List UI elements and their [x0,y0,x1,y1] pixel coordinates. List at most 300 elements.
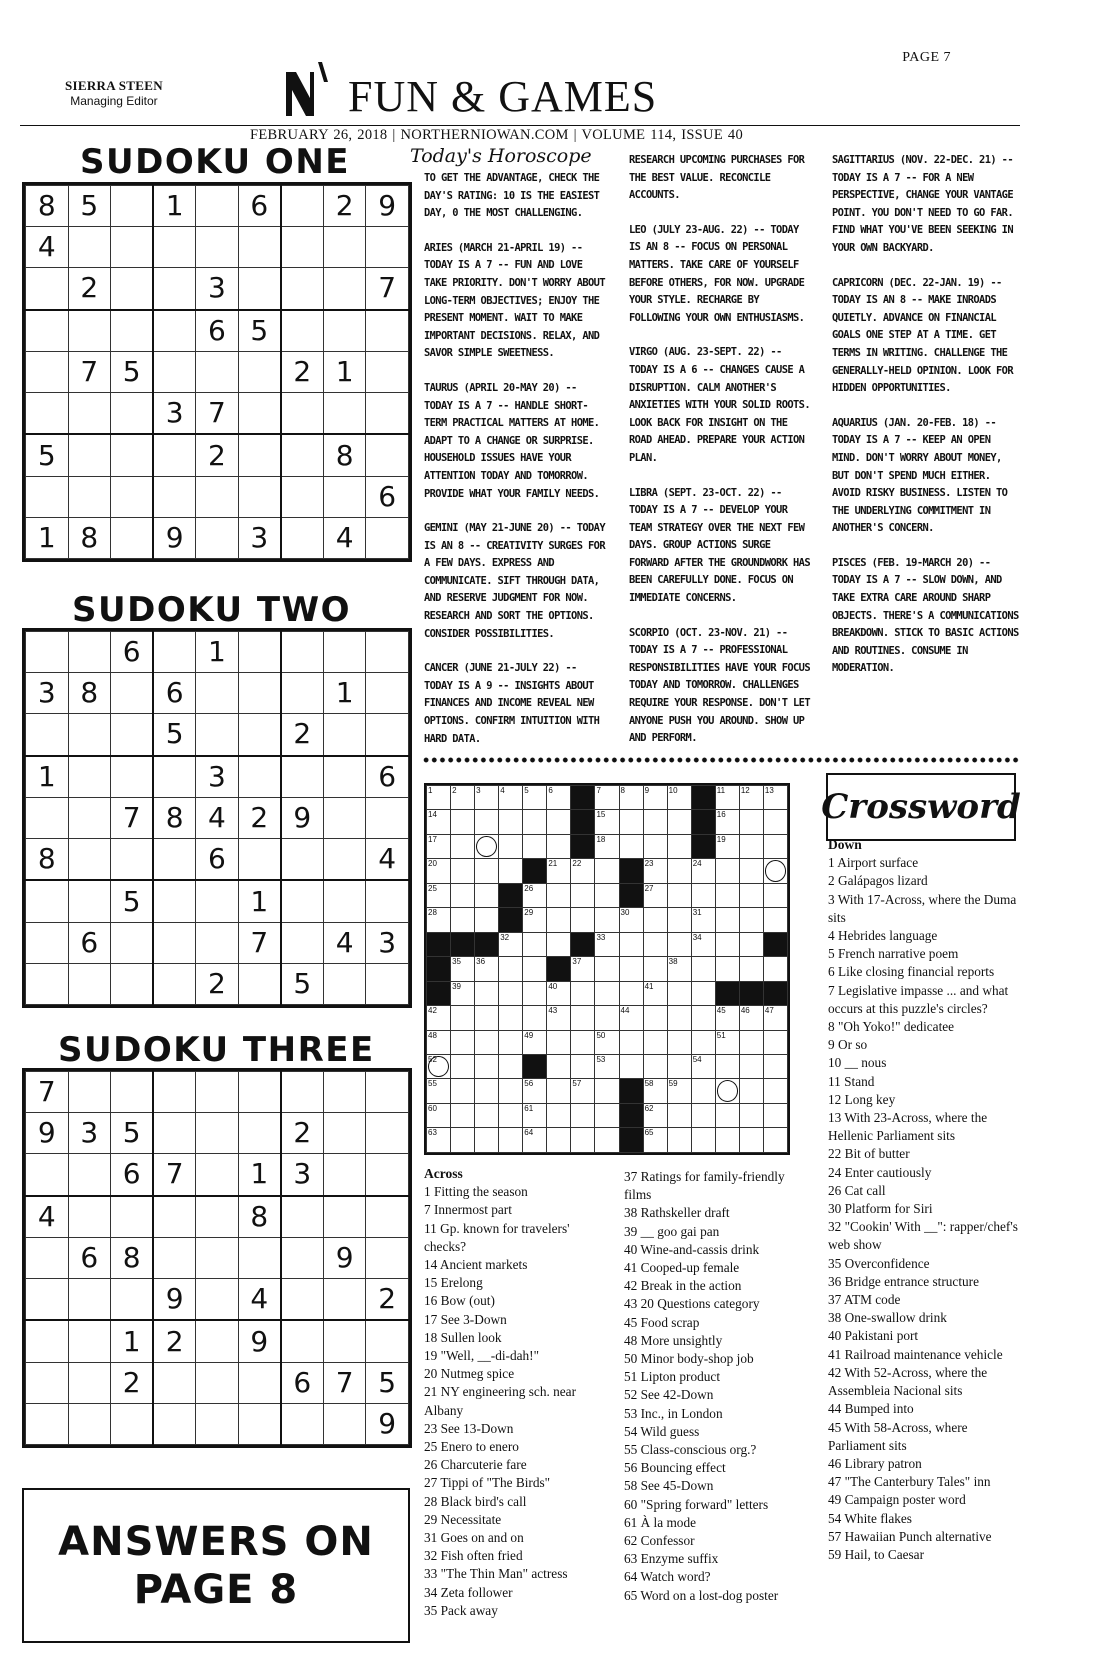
clue-number: 8 [620,786,625,795]
crossword-clue: 11 Stand [828,1073,875,1089]
crossword-cell [475,1006,499,1030]
sudoku-cell: 6 [281,1362,324,1403]
crossword-cell [739,1128,763,1153]
sudoku-cell: 2 [281,1113,324,1154]
crossword-cell [499,1128,523,1153]
clue-number: 39 [452,981,461,991]
crossword-cell [523,1103,547,1127]
crossword-cell [451,1103,475,1127]
crossword-clue: 33 "The Thin Man" actress [424,1566,568,1582]
crossword-cell [667,810,691,834]
crossword-clue: 34 Zeta follower [424,1584,513,1600]
crossword-cell [451,810,475,834]
answers-line-2: PAGE 8 [133,1566,299,1613]
crossword-cell [523,1079,547,1103]
editor-credit [65,78,163,108]
sudoku-cell [238,268,281,310]
crossword-clue: 35 Overconfidence [828,1255,930,1271]
sudoku-cell: 6 [366,476,409,517]
crossword-cell [427,859,451,883]
sudoku-cell [153,227,196,268]
sudoku-cell [281,880,324,922]
sudoku-cell: 4 [323,922,366,963]
crossword-cell [547,810,571,834]
clue-number: 52 [428,1054,437,1064]
sudoku-cell: 8 [68,673,111,714]
sudoku-cell [281,756,324,798]
crossword-clue: 42 With 52-Across, where the Assembleia Nacional sits [828,1364,988,1399]
sudoku-cell [366,517,409,558]
sudoku-cell [153,476,196,517]
sudoku-cell [111,1072,154,1113]
crossword-cell [547,1103,571,1127]
clue-number: 24 [692,859,702,869]
crossword-cell [427,908,451,932]
sudoku-cell [26,714,69,756]
sudoku-cell [68,310,111,352]
clue-number: 29 [524,908,534,918]
crossword-clue: 37 Ratings for family-friendly films [624,1169,785,1203]
sudoku-cell [26,1279,69,1321]
clue-number: 27 [644,883,654,893]
sudoku-cell: 7 [26,1072,69,1113]
sudoku-cell [153,1237,196,1278]
crossword-cell [715,834,739,858]
sudoku-cell: 1 [323,351,366,392]
crossword-block [691,810,715,834]
sudoku-cell: 5 [366,1362,409,1403]
horoscope-entry: SCORPIO (OCT. 23-NOV. 21) -- TODAY IS A 7 -- PROFESSIONAL RESPONSIBILITIES HAVE YOUR FOCUS TODAY AND TOMORROW. CHALLENGES REQUIRE YOUR RESPONSE. DON'T LET ANYONE PUSH YOU AROUND. SHOW UP AND PERFORM. [629,626,810,745]
crossword-clue: 29 Necessitate [424,1511,502,1527]
crossword-cell [595,1030,619,1054]
crossword-cell [595,1054,619,1078]
clue-number: 33 [596,932,606,942]
crossword-cell [451,1079,475,1103]
crossword-cell [667,981,691,1005]
crossword-clue: 60 "Spring forward" letters [624,1496,769,1512]
crossword-cell [475,810,499,834]
crossword-cell [451,1030,475,1054]
crossword-cell [523,981,547,1005]
crossword-cell [619,1030,643,1054]
crossword-cell [763,883,787,907]
crossword-cell [667,1128,691,1153]
crossword-clue: 9 Or so [828,1037,868,1053]
sudoku-cell [26,922,69,963]
crossword-cell [715,932,739,956]
crossword-cell [523,1030,547,1054]
crossword-cell [595,908,619,932]
sudoku-cell: 4 [238,1279,281,1321]
crossword-cell [739,1006,763,1030]
crossword-clue: 23 See 13-Down [424,1420,514,1436]
crossword-clue: 48 More unsightly [624,1332,723,1348]
sudoku-cell [238,1072,281,1113]
sudoku-cell [196,1154,239,1196]
crossword-cell [499,859,523,883]
clue-number: 6 [548,786,553,795]
sudoku-cell [323,632,366,673]
sudoku-cell [26,963,69,1004]
crossword-clue: 19 "Well, __-di-dah!" [424,1348,540,1364]
crossword-clue: 15 Erelong [424,1275,483,1291]
clue-number: 55 [428,1079,437,1089]
editor-role: Managing Editor [70,94,158,108]
clue-number: 19 [716,834,726,844]
crossword-cell [739,810,763,834]
crossword-cell [547,834,571,858]
crossword-cell [475,1054,499,1078]
crossword-clue: 31 Goes on and on [424,1530,524,1546]
crossword-cell [667,1054,691,1078]
crossword-cell [571,1079,595,1103]
horoscope-entry: GEMINI (MAY 21-JUNE 20) -- TODAY IS AN 8 -- CREATIVITY SURGES FOR A FEW DAYS. EXPRESS AND COMMUNICATE. SIFT THROUGH DATA, AND RESERVE JUDGMENT FOR NOW. RESEARCH AND SORT THE OPTIONS. CONSIDER POSSIBILITIES. [424,522,605,640]
sudoku-cell [153,1362,196,1403]
crossword-clue: 13 With 23-Across, where the Hellenic Parliament sits [828,1110,988,1144]
sudoku-cell: 6 [366,756,409,798]
sudoku-cell: 4 [196,797,239,838]
sudoku-cell [323,310,366,352]
crossword-cell [523,1128,547,1153]
dotted-divider [422,756,1020,764]
crossword-block [619,1079,643,1103]
sudoku-cell [196,1237,239,1278]
crossword-cell [547,1128,571,1153]
across-clues-column-1 [424,1165,609,1620]
horoscope-entry: TO GET THE ADVANTAGE, CHECK THE DAY'S RATING: 10 IS THE EASIEST DAY, 0 THE MOST CHALLENGING. [424,172,600,220]
clue-number: 18 [596,834,606,844]
sudoku-cell [366,797,409,838]
crossword-cell [571,883,595,907]
crossword-cell [667,834,691,858]
sudoku-cell [153,839,196,881]
horoscope-entry: ARIES (MARCH 21-APRIL 19) -- TODAY IS A 7 -- FUN AND LOVE TAKE PRIORITY. DON'T WORRY ABOUT LONG-TERM OBJECTIVES; ENJOY THE PRESENT MOMENT. WAIT TO MAKE IMPORTANT DECISIONS. RELAX, AND SAVOR SIMPLE SWEETNESS. [424,241,605,360]
sudoku-cell: 3 [68,1113,111,1154]
sudoku-two-title: SUDOKU TWO [72,590,352,630]
sudoku-cell [196,1279,239,1321]
clue-number: 42 [428,1006,437,1016]
sudoku-cell [323,1113,366,1154]
crossword-cell [739,1030,763,1054]
sudoku-cell [68,1362,111,1403]
crossword-cell [643,1054,667,1078]
crossword-cell [619,810,643,834]
crossword-cell [739,834,763,858]
crossword-clue: 32 Fish often fried [424,1548,523,1564]
sudoku-cell: 8 [26,839,69,881]
crossword-cell [715,908,739,932]
clue-number: 2 [452,786,457,795]
sudoku-cell: 5 [68,186,111,227]
crossword-cell [763,957,787,981]
sudoku-cell: 4 [323,517,366,558]
crossword-cell [667,932,691,956]
clue-number: 63 [428,1128,437,1138]
crossword-clue: 44 Bumped into [828,1401,914,1417]
crossword-cell [619,1054,643,1078]
sudoku-cell [196,476,239,517]
crossword-cell [619,908,643,932]
horoscope-entry: PISCES (FEB. 19-MARCH 20) -- TODAY IS A 7 -- SLOW DOWN, AND TAKE EXTRA CARE AROUND SHARP OBJECTS. THERE'S A COMMUNICATIONS BREAKDOWN. STICK TO BASIC ACTIONS AND ROUTINES. CONSUME IN MODERATION. [832,556,1019,675]
sudoku-cell: 3 [153,393,196,435]
crossword-block [571,834,595,858]
sudoku-cell [323,797,366,838]
sudoku-cell [68,1403,111,1444]
clue-number: 53 [596,1054,606,1064]
crossword-cell [691,908,715,932]
crossword-clue: 45 With 58-Across, where Parliament sits [828,1419,968,1453]
crossword-cell [451,1128,475,1153]
sudoku-cell [281,839,324,881]
sudoku-cell [196,1362,239,1403]
clue-number: 9 [644,786,650,795]
crossword-cell [643,1006,667,1030]
crossword-cell [643,932,667,956]
sudoku-cell [366,310,409,352]
crossword-cell [475,1079,499,1103]
sudoku-two-grid [22,628,412,1008]
crossword-cell [547,1079,571,1103]
sudoku-cell: 5 [26,434,69,476]
crossword-cell [619,981,643,1005]
sudoku-cell [111,393,154,435]
sudoku-cell: 9 [238,1320,281,1362]
crossword-clue: 1 Airport surface [828,855,919,871]
crossword-cell [571,1030,595,1054]
sudoku-cell [238,351,281,392]
clue-number: 41 [644,981,654,991]
sudoku-cell [68,434,111,476]
sudoku-cell [196,1072,239,1113]
crossword-cell [667,786,691,810]
clue-number: 34 [692,932,702,942]
sudoku-cell [238,756,281,798]
clue-number: 15 [596,810,606,820]
crossword-clue: 54 Wild guess [624,1423,700,1439]
crossword-cell [451,883,475,907]
crossword-cell [499,1006,523,1030]
crossword-clue: 2 Galápagos lizard [828,873,928,889]
crossword-block [763,932,787,956]
crossword-block [475,932,499,956]
sudoku-cell [323,227,366,268]
crossword-cell [571,1128,595,1153]
crossword-cell [499,1079,523,1103]
crossword-cell [643,859,667,883]
crossword-cell [547,908,571,932]
crossword-cell [499,810,523,834]
crossword-clue: 35 Pack away [424,1602,498,1618]
crossword-cell [643,1103,667,1127]
sudoku-cell: 1 [323,673,366,714]
crossword-cell [499,834,523,858]
sudoku-cell [111,227,154,268]
down-heading: Down [828,837,862,852]
crossword-clue: 56 Bouncing effect [624,1460,726,1476]
crossword-block [571,786,595,810]
crossword-clue: 36 Bridge entrance structure [828,1273,980,1289]
clue-number: 5 [524,786,529,795]
sudoku-cell: 3 [196,268,239,310]
crossword-cell [475,981,499,1005]
sudoku-cell [111,186,154,227]
sudoku-cell: 9 [323,1237,366,1278]
horoscope-entry: CANCER (JUNE 21-JULY 22) -- TODAY IS A 9 -- INSIGHTS ABOUT FINANCES AND INCOME REVEAL NEW OPTIONS. CONFIRM INTUITION WITH HARD DATA. [424,662,600,745]
crossword-cell [595,859,619,883]
sudoku-cell [153,351,196,392]
sudoku-cell: 5 [111,351,154,392]
crossword-cell [595,981,619,1005]
across-heading: Across [424,1166,463,1181]
crossword-block [427,932,451,956]
crossword-cell [643,957,667,981]
sudoku-cell [68,714,111,756]
crossword-clue: 65 Word on a lost-dog poster [624,1587,779,1603]
sudoku-cell: 3 [26,673,69,714]
clue-number: 32 [500,932,510,942]
sudoku-cell [281,1279,324,1321]
sudoku-cell [196,1403,239,1444]
sudoku-cell [196,673,239,714]
sudoku-cell: 2 [153,1320,196,1362]
crossword-cell [715,810,739,834]
sudoku-cell [323,1403,366,1444]
crossword-cell [619,834,643,858]
sudoku-cell [26,1362,69,1403]
sudoku-cell [153,963,196,1004]
crossword-cell [451,859,475,883]
sudoku-cell: 8 [153,797,196,838]
sudoku-cell [26,797,69,838]
sudoku-cell [196,880,239,922]
crossword-cell [739,859,763,883]
sudoku-cell [68,632,111,673]
crossword-cell [739,932,763,956]
sudoku-cell [238,227,281,268]
sudoku-cell [281,1196,324,1238]
sudoku-cell [366,963,409,1004]
crossword-cell [523,834,547,858]
crossword-cell [763,908,787,932]
sudoku-cell: 6 [196,839,239,881]
crossword-cell [451,834,475,858]
clue-number: 25 [428,883,437,893]
sudoku-cell [281,1403,324,1444]
clue-number: 64 [524,1128,534,1138]
answers-box [22,1488,410,1643]
crossword-cell [451,1006,475,1030]
sudoku-cell [26,310,69,352]
sudoku-cell [238,1403,281,1444]
sudoku-cell [153,1072,196,1113]
clue-number: 44 [620,1006,630,1016]
crossword-clue: 27 Tippi of "The Birds" [424,1475,551,1491]
crossword-clue: 38 One-swallow drink [828,1310,947,1326]
clue-number: 21 [548,859,558,869]
sudoku-three-title: SUDOKU THREE [58,1030,375,1070]
crossword-block [523,1054,547,1078]
crossword-cell [715,883,739,907]
crossword-block [547,957,571,981]
crossword-cell [451,786,475,810]
horoscope-title: Today's Horoscope [410,145,592,167]
crossword-cell [475,908,499,932]
sudoku-cell: 5 [153,714,196,756]
clue-number: 22 [572,859,582,869]
crossword-block [571,932,595,956]
sudoku-cell [26,476,69,517]
crossword-clue: 32 "Cookin' With __": rapper/chef's web show [828,1219,1018,1253]
clue-number: 28 [428,908,437,918]
sudoku-cell: 9 [281,797,324,838]
sudoku-cell: 6 [68,922,111,963]
sudoku-cell [111,963,154,1004]
crossword-cell [547,1054,571,1078]
crossword-cell [715,1054,739,1078]
crossword-block [763,981,787,1005]
crossword-cell [595,834,619,858]
sudoku-cell: 9 [26,1113,69,1154]
crossword-cell [571,957,595,981]
sudoku-three-grid [22,1068,412,1448]
clue-number: 56 [524,1079,534,1089]
crossword-clue: 42 Break in the action [624,1278,742,1294]
sudoku-cell: 2 [281,351,324,392]
sudoku-cell [111,756,154,798]
crossword-cell [571,981,595,1005]
crossword-block [619,1128,643,1153]
sudoku-cell [281,393,324,435]
sudoku-cell: 2 [323,186,366,227]
crossword-cell [547,859,571,883]
sudoku-cell: 1 [196,632,239,673]
sudoku-cell [366,1196,409,1238]
crossword-cell [547,883,571,907]
sudoku-cell [26,1154,69,1196]
crossword-cell [595,957,619,981]
sudoku-cell: 2 [196,963,239,1004]
crossword-cell [595,786,619,810]
sudoku-cell [26,268,69,310]
sudoku-cell: 7 [366,268,409,310]
sudoku-cell [323,1154,366,1196]
crossword-clue: 43 20 Questions category [624,1296,760,1312]
sudoku-cell [68,963,111,1004]
crossword-clue: 10 __ nous [828,1055,887,1071]
crossword-clue: 14 Ancient markets [424,1257,528,1273]
sudoku-cell [68,1154,111,1196]
sudoku-cell [281,186,324,227]
sudoku-cell [366,880,409,922]
crossword-cell [715,859,739,883]
sudoku-cell [196,1320,239,1362]
crossword-clue: 12 Long key [828,1091,896,1107]
crossword-cell [643,810,667,834]
sudoku-cell [281,1320,324,1362]
crossword-cell [667,859,691,883]
clue-number: 43 [548,1006,558,1016]
sudoku-cell [238,1237,281,1278]
crossword-cell [739,786,763,810]
sudoku-cell: 7 [196,393,239,435]
sudoku-cell [366,1154,409,1196]
clue-number: 46 [740,1006,750,1016]
crossword-clue: 4 Hebrides language [828,928,938,944]
sudoku-cell: 4 [26,227,69,268]
clue-number: 7 [596,786,601,795]
crossword-clue: 26 Charcuterie fare [424,1457,527,1473]
sudoku-cell [153,1403,196,1444]
